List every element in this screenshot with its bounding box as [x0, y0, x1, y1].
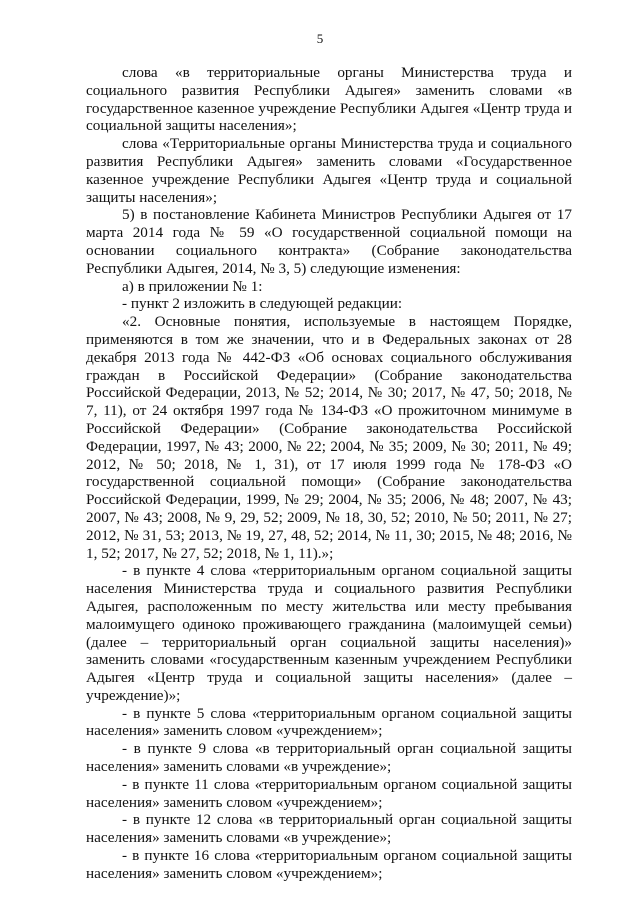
- paragraph: слова «в территориальные органы Министерства труда и социального развития Республики Адыгея» заменить словами «в государственное казенное учреждение Республики Адыгея «Центр труда и социальной защиты населения»;: [86, 64, 572, 135]
- page-number: 5: [316, 31, 324, 46]
- paragraph: 5) в постановление Кабинета Министров Республики Адыгея от 17 марта 2014 года № 59 «О государственной социальной помощи на основании социального контракта» (Собрание законодательства Республики Адыгея, 2014, № 3, 5) следующие изменения:: [86, 206, 572, 277]
- paragraph: - в пункте 9 слова «в территориальный орган социальной защиты населения» заменить словами «в учреждение»;: [86, 740, 572, 776]
- paragraph: слова «Территориальные органы Министерства труда и социального развития Республики Адыгея» заменить словами «Государственное казенное учреждение Республики Адыгея «Центр труда и социальной защиты населения»;: [86, 135, 572, 206]
- paragraph: - в пункте 5 слова «территориальным органом социальной защиты населения» заменить словом «учреждением»;: [86, 704, 572, 740]
- paragraph: - пункт 2 изложить в следующей редакции:: [122, 295, 403, 313]
- paragraph: - в пункте 12 слова «в территориальный орган социальной защиты населения» заменить словами «в учреждение»;: [86, 811, 572, 847]
- paragraph: «2. Основные понятия, используемые в настоящем Порядке, применяются в том же значении, что и в Федеральных законах от 28 декабря 2013 года № 442-ФЗ «Об основах социального обслуживания граждан в Российской Федерации» (Собрание законодательства Российской Федерации, 2013, № 52; 2014, № 30; 2017, № 47, 50; 2018, № 7, 11), от 24 октября 1997 года № 134-ФЗ «О прожиточном минимуме в Российской Федерации» (Собрание законодательства Российской Федерации, 1997, № 43; 2000, № 22; 2004, № 35; 2009, № 30; 2011, № 49; 2012, № 50; 2018, № 1, 31), от 17 июля 1999 года № 178-ФЗ «О государственной социальной помощи» (Собрание законодательства Российской Федерации, 1999, № 29; 2004, № 35; 2006, № 48; 2007, № 43; 2007, № 43; 2008, № 9, 29, 52; 2009, № 18, 30, 52; 2010, № 50; 2011, № 27; 2012, № 31, 53; 2013, № 19, 27, 48, 52; 2014, № 11, 30; 2015, № 48; 2016, № 1, 52; 2017, № 27, 52; 2018, № 1, 11).»;: [86, 313, 572, 562]
- paragraph: а) в приложении № 1:: [122, 277, 263, 295]
- document-body: [86, 64, 572, 883]
- paragraph: - в пункте 4 слова «территориальным органом социальной защиты населения Министерства труда и социального развития Республики Адыгея, расположенным по месту жительства или месту пребывания малоимущего одиноко проживающего гражданина (малоимущей семьи) (далее – территориальный орган социальной защиты населения)» заменить словами «государственным казенным учреждением Республики Адыгея «Центр труда и социальной защиты населения» (далее – учреждение)»;: [86, 562, 572, 704]
- paragraph: - в пункте 11 слова «территориальным органом социальной защиты населения» заменить словом «учреждением»;: [86, 775, 572, 811]
- paragraph: - в пункте 16 слова «территориальным органом социальной защиты населения» заменить словом «учреждением»;: [86, 847, 572, 882]
